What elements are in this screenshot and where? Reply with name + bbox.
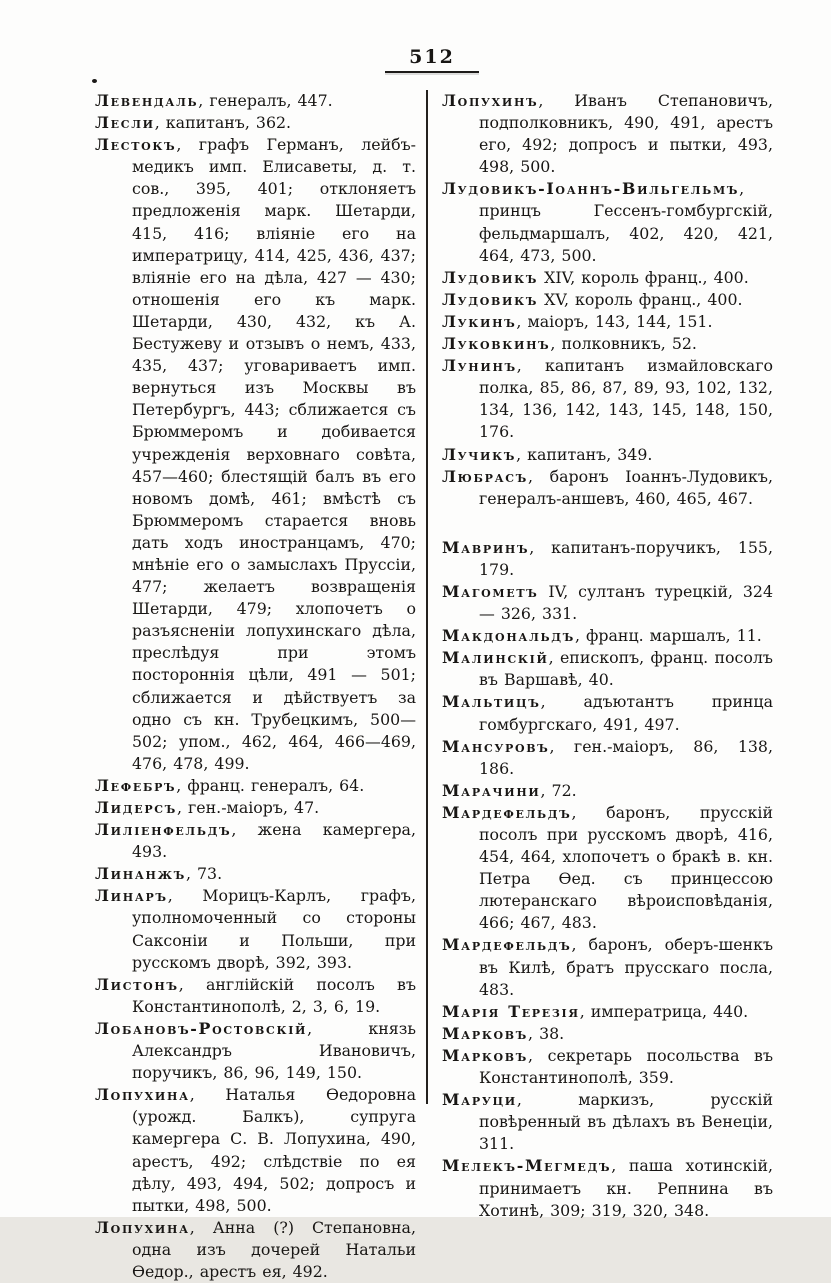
index-entry xyxy=(442,1023,773,1045)
index-entry xyxy=(95,1217,416,1283)
entry-headword: Лобановъ-Ростовскій xyxy=(95,1018,308,1038)
entry-text: , ген.-маіоръ, 86, 138, 186. xyxy=(479,736,773,778)
entry-text: , Морицъ-Карлъ, графъ, уполномоченный со стороны Саксоніи и Польши, при русскомъ дворѣ, 392, 393. xyxy=(132,886,416,972)
ink-speck xyxy=(92,79,97,83)
entry-text: , принцъ Гессенъ-гомбургскій, фельдмаршалъ, 402, 420, 421, 464, 473, 500. xyxy=(479,179,773,265)
index-entry xyxy=(95,974,416,1018)
entry-headword: Лестокъ xyxy=(95,135,177,155)
index-entry xyxy=(95,1084,416,1217)
entry-text: , генералъ, 447. xyxy=(198,91,333,110)
entry-headword: Листонъ xyxy=(95,974,179,994)
entry-headword: Лефебръ xyxy=(95,775,177,795)
entry-headword: Лидерсъ xyxy=(95,798,177,817)
entry-text: , баронъ, прусскій посолъ при русскомъ дворѣ, 416, 454, 464, хлопочетъ о бракѣ в. кн. Петра Ѳед. съ принцессою лютеранскаго вѣроисповѣданія, 466; 467, 483. xyxy=(479,802,773,933)
index-entry xyxy=(442,466,773,510)
index-entry xyxy=(95,775,416,797)
entry-text: , секретарь посольства въ Константинополѣ, 359. xyxy=(479,1045,773,1088)
entry-headword: Макдональдъ xyxy=(442,626,575,646)
entry-headword: Малинскій xyxy=(442,648,549,668)
entry-text: , жена камергера, 493. xyxy=(132,820,416,862)
entry-text: , полковникъ, 52. xyxy=(550,334,697,354)
entry-headword: Марковъ xyxy=(442,1045,529,1065)
entry-headword: Мальтицъ xyxy=(442,692,541,712)
entry-headword: Мардефельдъ xyxy=(442,802,572,822)
entry-headword: Марковъ xyxy=(442,1023,529,1043)
entry-text: , капитанъ, 362. xyxy=(154,113,292,133)
index-entry xyxy=(442,1045,773,1089)
entry-headword: Марія Терезія xyxy=(442,1001,580,1021)
entry-text: , 73. xyxy=(185,864,223,884)
entry-text: IV, султанъ турецкій, 324 — 326, 331. xyxy=(479,581,773,624)
page-number: 512 xyxy=(409,46,455,68)
entry-headword: Лопухина xyxy=(95,1217,190,1237)
entry-headword: Лунинъ xyxy=(442,356,517,376)
entry-text: , капитанъ, 349. xyxy=(516,444,653,464)
entry-text: , маркизъ, русскій повѣренный въ дѣлахъ въ Венеціи, 311. xyxy=(479,1090,773,1154)
index-entry xyxy=(442,934,773,1000)
entry-headword: Лукинъ xyxy=(442,311,517,331)
entry-text: , 38. xyxy=(528,1023,565,1043)
entry-headword: Мансуровъ xyxy=(442,736,550,756)
entry-headword: Лиліенфельдъ xyxy=(95,820,232,840)
entry-text: , капитанъ-поручикъ, 155, 179. xyxy=(479,537,773,579)
index-entry xyxy=(95,1018,416,1084)
entry-text: , Анна (?) Степановна, одна изъ дочерей Натальи Ѳедор., арестъ ея, 492. xyxy=(132,1217,416,1281)
entry-headword: Лесли xyxy=(95,113,155,133)
index-entry xyxy=(95,797,416,819)
entry-headword: Любрасъ xyxy=(442,466,528,486)
entry-text: , баронъ Іоаннъ-Лудовикъ, генералъ-аншевъ, 460, 465, 467. xyxy=(479,466,773,508)
index-entry xyxy=(442,802,773,935)
index-entry xyxy=(442,647,773,691)
index-entry xyxy=(95,134,416,775)
header-rule xyxy=(385,71,479,73)
index-column-right xyxy=(428,90,773,1222)
entry-text: , маіоръ, 143, 144, 151. xyxy=(516,311,713,331)
entry-text: XIV, король франц., 400. xyxy=(538,267,749,287)
entry-headword: Лудовикъ-Іоаннъ-Вильгельмъ xyxy=(442,179,740,199)
index-entry xyxy=(442,691,773,735)
entry-text: , ген.-маіоръ, 47. xyxy=(176,798,320,817)
entry-text: , графъ Германъ, лейбъ-медикъ имп. Елисаветы, д. т. сов., 395, 401; отклоняетъ предложенія марк. Шетарди, 415, 416; вліяніе его на императрицу, 414, 425, 436, 437; вліяніе его на дѣла, 427 — 430; отношенія его къ марк. Шетарди, 430, 432, къ А. Бестужеву и отзывъ о немъ, 433, 435, 437; уговариваетъ имп. вернуться изъ Москвы въ Петербургъ, 443; сближается съ Брюммеромъ и добивается учрежденія верховнаго совѣта, 457—460; блестящій балъ въ его новомъ домѣ, 461; вмѣстѣ съ Брюммеромъ старается вновь дать ходъ иностранцамъ, 470; мнѣніе его о замыслахъ Пруссіи, 477; желаетъ возвращенія Шетарди, 479; хлопочетъ о разъясненіи лопухинскаго дѣла, преслѣдуя при этомъ постороннія цѣли, 491 — 501; сближается и дѣйствуетъ за одно съ кн. Трубецкимъ, 500—502; упом., 462, 464, 466—469, 476, 478, 499. xyxy=(132,135,416,773)
index-entry xyxy=(442,581,773,625)
index-entry xyxy=(442,178,773,266)
entry-headword: Мелекъ-Мегмедъ xyxy=(442,1156,612,1176)
index-entry xyxy=(442,333,773,355)
index-entry xyxy=(95,90,416,112)
index-entry xyxy=(442,355,773,443)
index-entry xyxy=(442,1089,773,1155)
entry-text: , императрица, 440. xyxy=(579,1001,749,1021)
entry-text: , франц. маршалъ, 11. xyxy=(574,626,762,646)
index-entry xyxy=(442,1001,773,1023)
entry-text: , паша хотинскій, принимаетъ кн. Репнина въ Хотинѣ, 309; 319, 320, 348. xyxy=(479,1156,773,1220)
index-entry xyxy=(442,736,773,780)
index-columns xyxy=(95,90,773,1283)
entry-text: , франц. генералъ, 64. xyxy=(176,775,365,795)
index-entry xyxy=(442,311,773,333)
index-entry xyxy=(442,537,773,581)
entry-headword: Луковкинъ xyxy=(442,334,551,354)
entry-text: XV, король франц., 400. xyxy=(538,289,743,309)
entry-headword: Лучикъ xyxy=(442,444,517,464)
entry-text: , адъютантъ принца гомбургскаго, 491, 497. xyxy=(479,692,773,734)
index-entry xyxy=(442,289,773,311)
entry-headword: Маруци xyxy=(442,1090,517,1110)
index-column-left xyxy=(95,90,426,1283)
entry-text: , англійскій посолъ въ Константинополѣ, 2, 3, 6, 19. xyxy=(132,974,416,1016)
entry-headword: Левендаль xyxy=(95,91,199,110)
entry-text: , Наталья Ѳедоровна (урожд. Балкъ), супруга камергера С. В. Лопухина, 490, арестъ, 492; слѣдствіе по ея дѣлу, 493, 494, 502; допросъ и пытки, 498, 500. xyxy=(132,1085,416,1215)
entry-text: , Иванъ Степановичъ, подполковникъ, 490, 491, арестъ его, 492; допросъ и пытки, 493, 498, 500. xyxy=(479,91,773,177)
entry-headword: Лопухинъ xyxy=(442,91,539,110)
entry-headword: Линанжъ xyxy=(95,864,186,884)
index-entry xyxy=(442,625,773,647)
index-entry xyxy=(95,112,416,134)
index-entry xyxy=(442,1155,773,1221)
entry-headword: Мавринъ xyxy=(442,537,530,557)
entry-headword: Лудовикъ xyxy=(442,267,539,287)
entry-text: , князь Александръ Ивановичъ, поручикъ, 86, 96, 149, 150. xyxy=(132,1018,416,1083)
entry-headword: Лопухина xyxy=(95,1085,190,1105)
index-entry xyxy=(95,863,416,885)
entry-text: , капитанъ измайловскаго полка, 85, 86, 87, 89, 93, 102, 132, 134, 136, 142, 143, 145, 148, 150, 176. xyxy=(479,356,773,442)
entry-headword: Марачини xyxy=(442,780,541,800)
entry-text: , епископъ, франц. посолъ въ Варшавѣ, 40. xyxy=(479,648,773,690)
entry-headword: Линаръ xyxy=(95,886,168,906)
entry-headword: Мардефельдъ xyxy=(442,935,572,955)
page-header xyxy=(385,46,479,73)
index-entry xyxy=(95,819,416,863)
entry-headword: Магометъ xyxy=(442,581,539,601)
entry-text: , 72. xyxy=(540,780,577,800)
index-entry xyxy=(442,444,773,466)
entry-text: , баронъ, оберъ-шенкъ въ Килѣ, братъ прусскаго посла, 483. xyxy=(479,935,773,999)
index-entry xyxy=(442,267,773,289)
entry-headword: Лудовикъ xyxy=(442,289,539,309)
index-entry xyxy=(95,885,416,973)
index-entry xyxy=(442,780,773,802)
index-entry xyxy=(442,90,773,178)
